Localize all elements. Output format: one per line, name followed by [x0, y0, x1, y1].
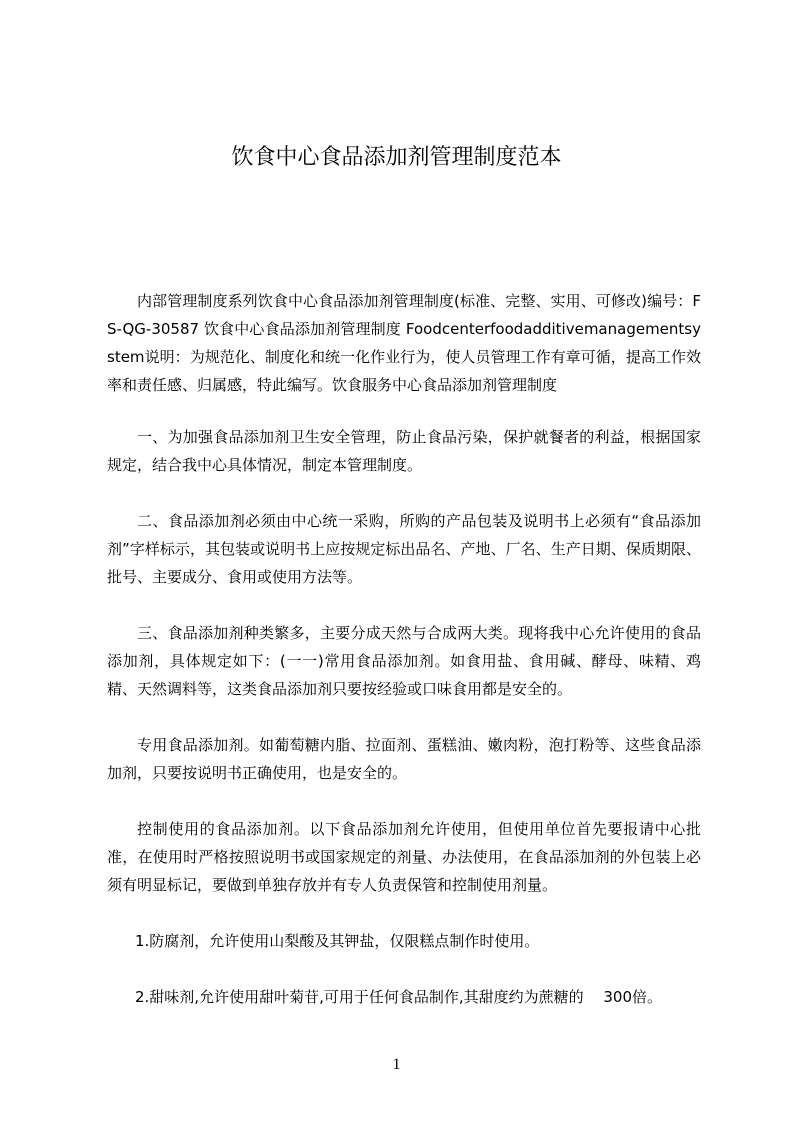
- document-body: [107, 287, 701, 1039]
- page-number: 1: [392, 1056, 401, 1073]
- page-title: 饮食中心食品添加剂管理制度范本: [231, 145, 562, 170]
- paragraph-section-1: 一、为加强食品添加剂卫生安全管理，防止食品污染，保护就餐者的利益，根据国家规定，结合我中心具体情况，制定本管理制度。: [107, 428, 701, 474]
- paragraph-controlled-additives: 控制使用的食品添加剂。以下食品添加剂允许使用，但使用单位首先要报请中心批准，在使用时严格按照说明书或国家规定的剂量、办法使用，在食品添加剂的外包装上必须有明显标记，要做到单独存放并有专人负责保管和控制使用剂量。: [107, 820, 701, 894]
- paragraph-section-3: 三、食品添加剂种类繁多，主要分成天然与合成两大类。现将我中心允许使用的食品添加剂，具体规定如下：(一一)常用食品添加剂。如食用盐、食用碱、酵母、味精、鸡精、天然调料等，这类食品添加剂只要按经验或口味食用都是安全的。: [107, 624, 701, 698]
- paragraph-special-additives: 专用食品添加剂。如葡萄糖内脂、拉面剂、蛋糕油、嫩肉粉，泡打粉等、这些食品添加剂，只要按说明书正确使用，也是安全的。: [107, 736, 701, 782]
- paragraph-section-2: 二、食品添加剂必须由中心统一采购，所购的产品包装及说明书上必须有“食品添加剂”字样标示，其包装或说明书上应按规定标出品名、产地、厂名、生产日期、保质期限、批号、主要成分、食用或使用方法等。: [107, 512, 701, 586]
- list-item-preservative: 1.防腐剂，允许使用山梨酸及其钾盐，仅限糕点制作时使用。: [135, 932, 540, 950]
- list-item-sweetener: 2.甜味剂,允许使用甜叶菊苷,可用于任何食品制作,其甜度约为蔗糖的 300倍。: [135, 988, 663, 1006]
- paragraph-intro: 内部管理制度系列饮食中心食品添加剂管理制度(标准、完整、实用、可修改)编号：FS-QG-30587 饮食中心食品添加剂管理制度 Foodcenterfoodadditivemanagementsystem说明：为规范化、制度化和统一化作业行为，使人员管理工作有章可循，提高工作效率和责任感、归属感，特此编写。饮食服务中心食品添加剂管理制度: [107, 292, 701, 394]
